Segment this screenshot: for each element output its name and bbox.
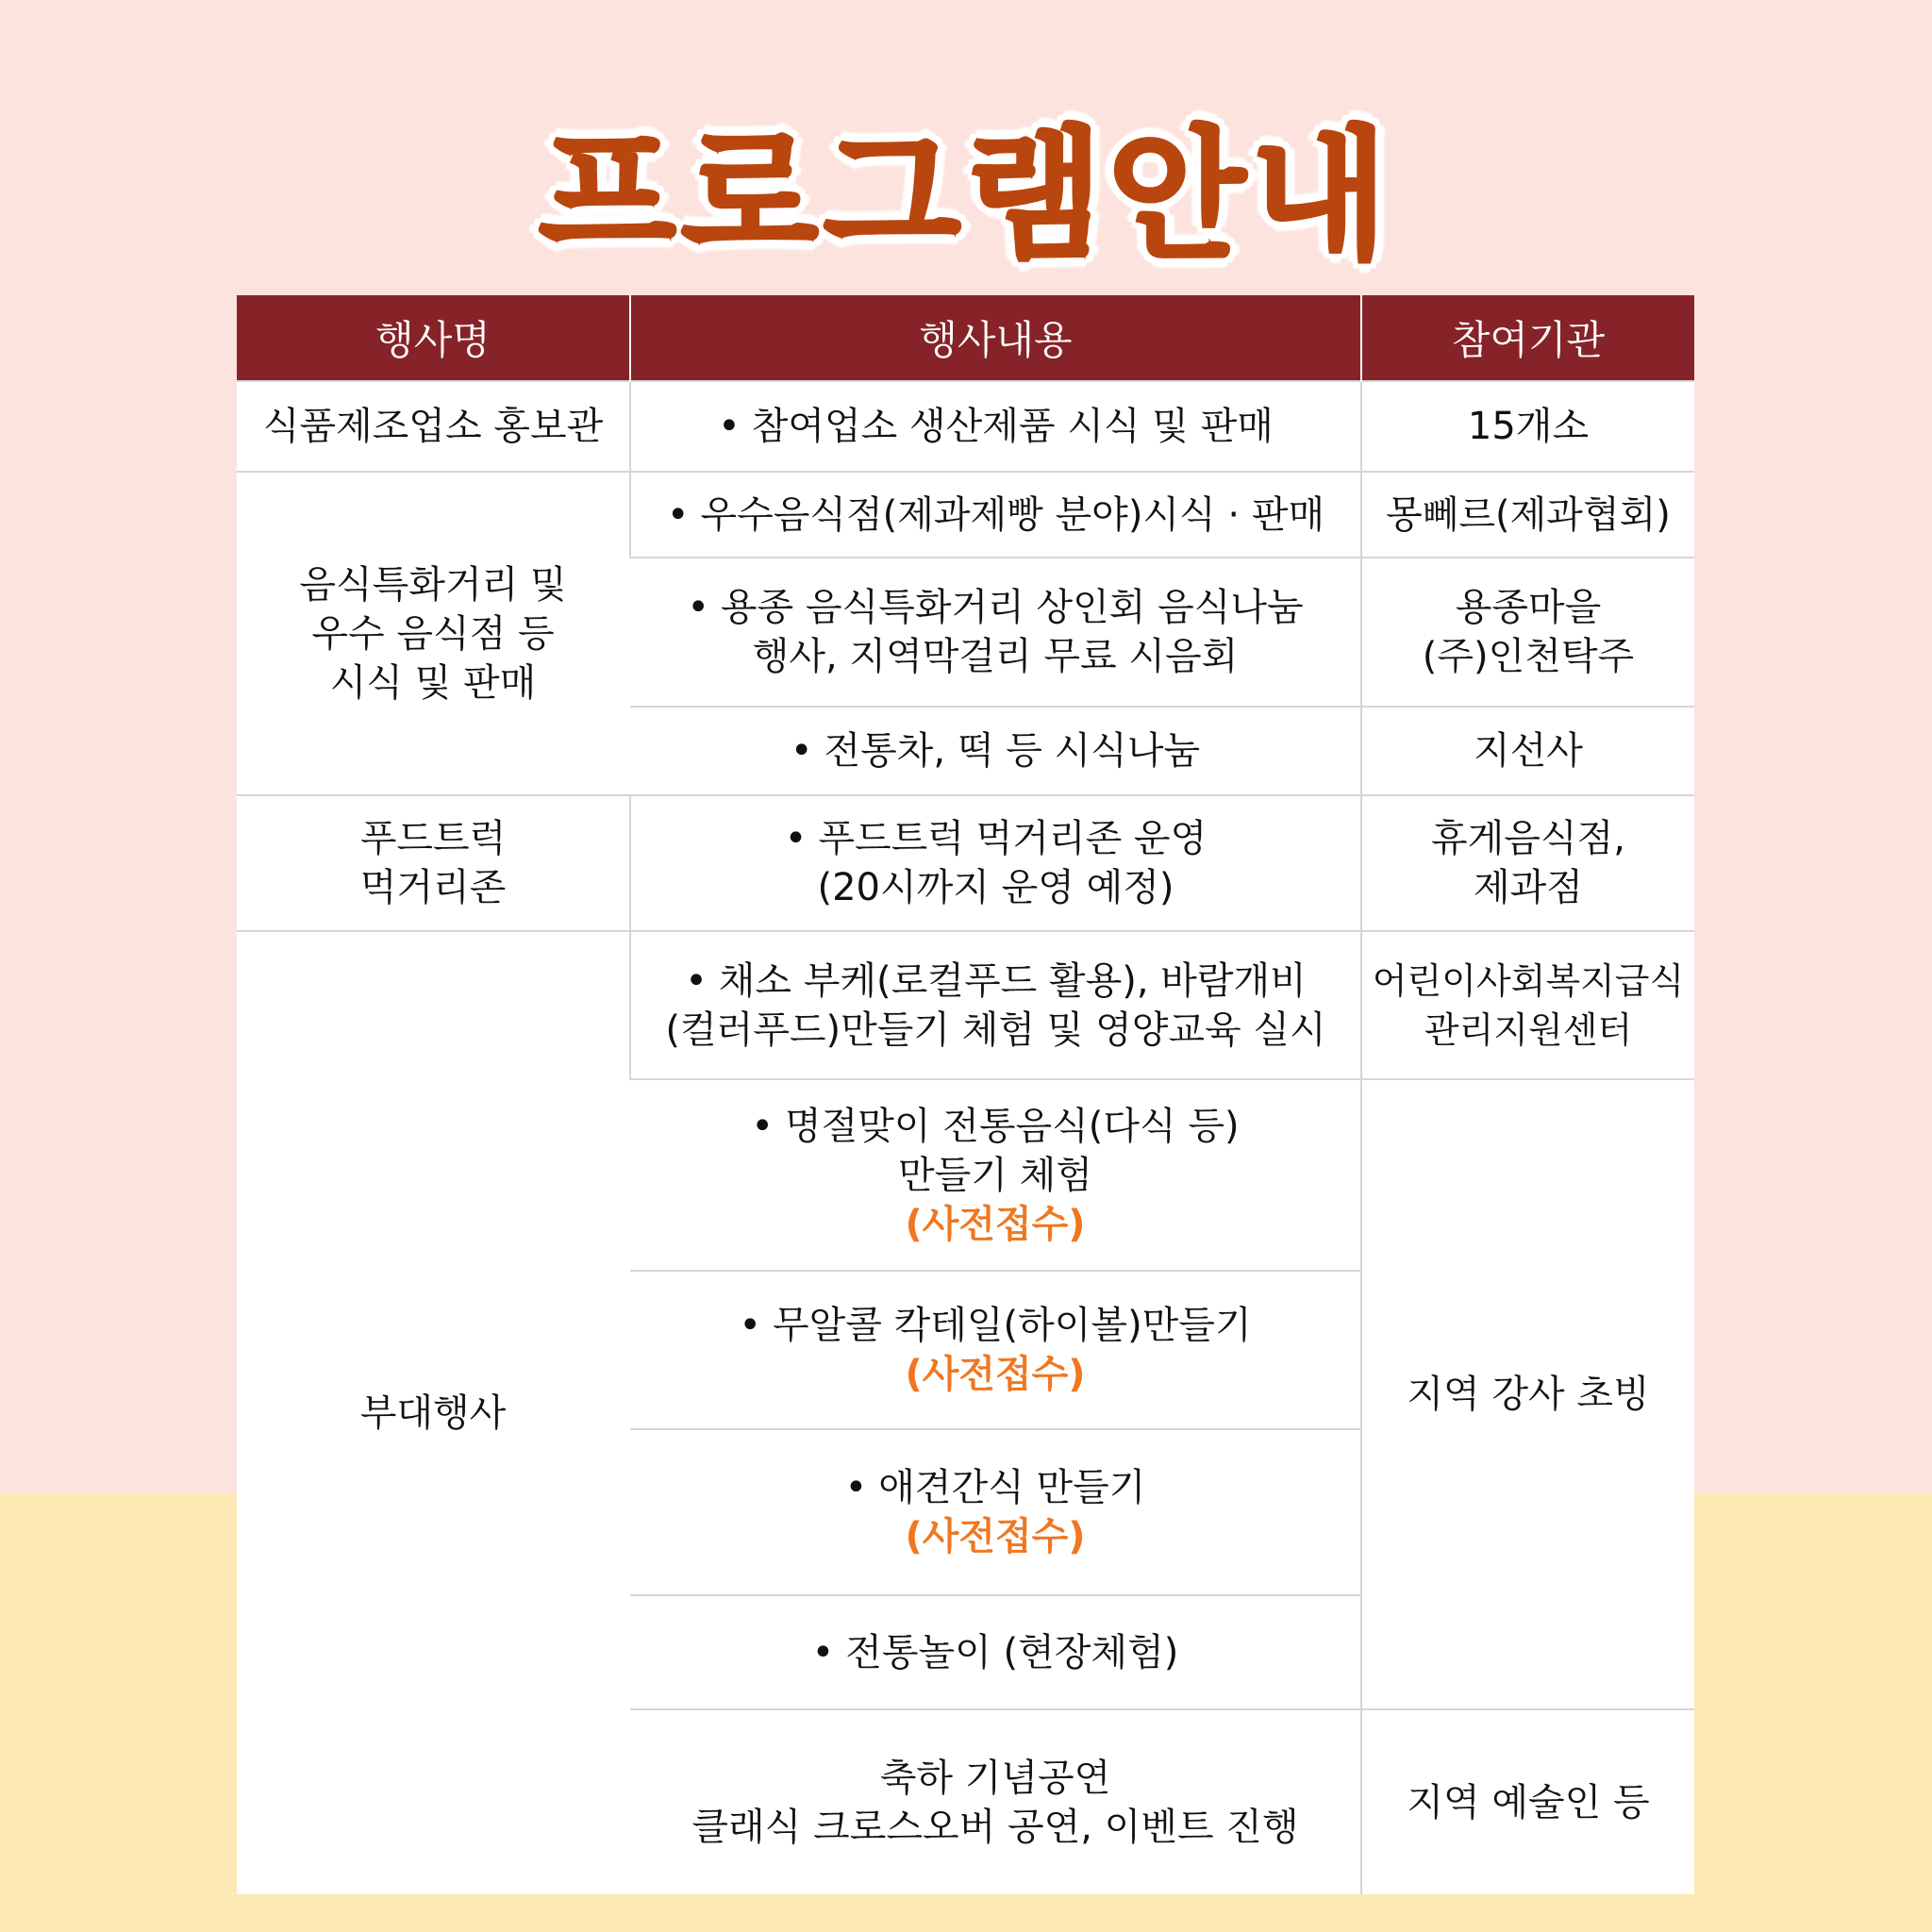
content-text: 용종 음식특화거리 상인회 음식나눔: [720, 586, 1304, 629]
content-text: 명절맞이 전통음식(다식 등): [784, 1104, 1240, 1148]
table-row: [237, 381, 1694, 472]
event-name-cell: 부대행사: [237, 931, 630, 1894]
event-name-line: 먹거리존: [359, 866, 507, 909]
table-row: [237, 472, 1694, 558]
content-text: 우수음식점(제과제빵 분야)시식 · 판매: [700, 492, 1325, 537]
content-text: 푸드트럭 먹거리존 운영: [818, 817, 1208, 860]
event-name-cell: [237, 472, 630, 795]
bullet-icon: •: [784, 817, 808, 860]
organization-line: 제과점: [1474, 866, 1583, 909]
bullet-icon: •: [687, 586, 709, 629]
event-content-cell: [630, 1429, 1361, 1595]
content-text: 애견간식 만들기: [878, 1466, 1146, 1509]
content-text: 채소 부케(로컬푸드 활용), 바람개비: [718, 958, 1307, 1003]
content-line: [637, 814, 1355, 863]
organization-line: (주)인천탁주: [1422, 635, 1635, 678]
event-content-cell: [630, 558, 1361, 707]
bullet-icon: •: [739, 1304, 761, 1347]
bullet-icon: •: [685, 958, 708, 1003]
organization-cell: 지역 예술인 등: [1361, 1709, 1694, 1894]
event-content-cell: [630, 1709, 1361, 1894]
organization-cell: 몽뻬르(제과협회): [1361, 472, 1694, 558]
content-line: [636, 583, 1355, 632]
table-header-row: [237, 295, 1694, 381]
organization-cell: [1361, 795, 1694, 931]
organization-cell: 지역 강사 초빙: [1361, 1079, 1694, 1709]
event-content-cell: [630, 931, 1361, 1079]
organization-cell: [1361, 558, 1694, 707]
content-text: 전통놀이 (현장체험): [845, 1630, 1179, 1674]
content-line: 축하 기념공연: [879, 1756, 1111, 1800]
event-content-cell: [630, 472, 1361, 558]
bullet-icon: •: [844, 1466, 868, 1509]
organization-line: 휴게음식점,: [1431, 817, 1625, 860]
header-organization: 참여기관: [1361, 295, 1694, 381]
bullet-icon: •: [811, 1630, 835, 1674]
pre-registration-note: (사전접수): [905, 1515, 1086, 1558]
content-text: 무알콜 칵테일(하이볼)만들기: [772, 1304, 1252, 1347]
content-line: [636, 1301, 1355, 1350]
event-name-line: 음식특화거리 및: [299, 562, 567, 607]
content-line: (20시까지 운영 예정): [817, 866, 1174, 909]
content-line: 클래식 크로스오버 공연, 이벤트 진행: [691, 1805, 1299, 1849]
bullet-icon: •: [790, 729, 813, 773]
header-event-content: 행사내용: [630, 295, 1361, 381]
content-text: 참여업소 생산제품 시식 및 판매: [751, 405, 1274, 448]
content-text: 전통차, 떡 등 시식나눔: [824, 729, 1201, 773]
content-line: [637, 957, 1355, 1006]
table-row: [237, 931, 1694, 1079]
pre-registration-note: (사전접수): [905, 1353, 1086, 1396]
event-content-cell: [630, 381, 1361, 472]
header-event-name: 행사명: [237, 295, 630, 381]
event-name-line: 우수 음식점 등: [311, 611, 555, 656]
bullet-icon: •: [666, 492, 690, 537]
bullet-icon: •: [751, 1104, 774, 1148]
table-row: [237, 795, 1694, 931]
content-line: 행사, 지역막걸리 무료 시음회: [752, 635, 1239, 678]
organization-line: 용종마을: [1455, 586, 1602, 629]
organization-cell: 지선사: [1361, 707, 1694, 795]
content-line: 만들기 체험: [898, 1153, 1092, 1197]
content-line: (컬러푸드)만들기 체험 및 영양교육 실시: [665, 1008, 1326, 1052]
event-name-line: 푸드트럭: [359, 817, 507, 860]
event-name-cell: [237, 795, 630, 931]
program-table: [237, 295, 1694, 1894]
event-content-cell: [630, 795, 1361, 931]
pre-registration-note: (사전접수): [905, 1202, 1086, 1246]
organization-line: 관리지원센터: [1424, 1008, 1633, 1051]
page-title: 프로그램안내: [539, 114, 1393, 278]
bullet-icon: •: [718, 405, 741, 448]
event-content-cell: [630, 1079, 1361, 1271]
event-content-cell: [630, 707, 1361, 795]
event-content-cell: [630, 1271, 1361, 1429]
content-line: [636, 1102, 1355, 1151]
event-name-cell: 식품제조업소 홍보관: [237, 381, 630, 472]
content-line: [636, 1463, 1355, 1512]
event-content-cell: [630, 1595, 1361, 1709]
event-name-line: 시식 및 판매: [329, 660, 537, 705]
organization-cell: 15개소: [1361, 381, 1694, 472]
organization-line: 어린이사회복지급식: [1372, 959, 1685, 1002]
organization-cell: [1361, 931, 1694, 1079]
